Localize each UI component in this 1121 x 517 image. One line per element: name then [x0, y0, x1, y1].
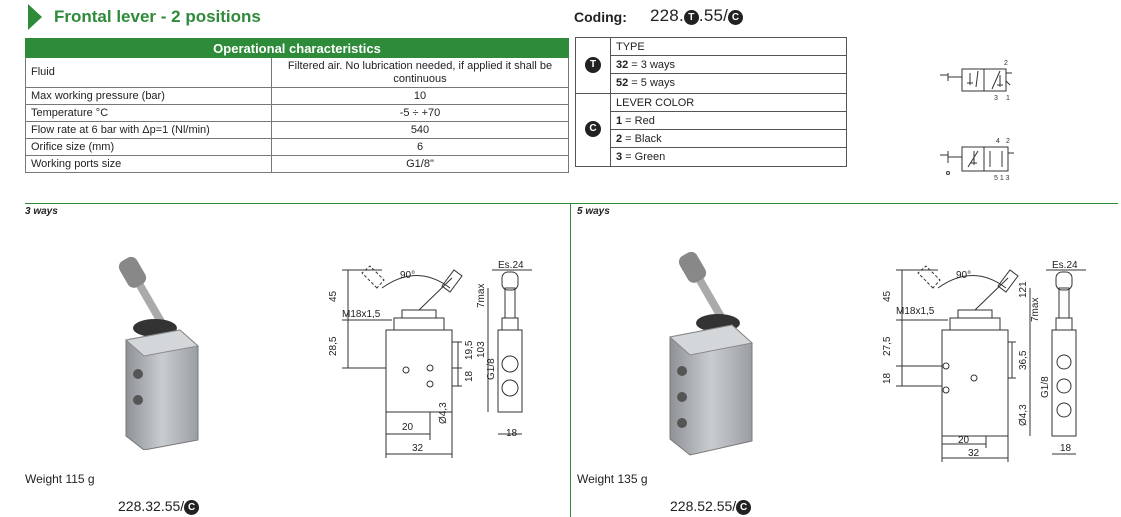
svg-text:36,5: 36,5 — [1018, 350, 1029, 370]
type-code: 32 — [616, 59, 629, 71]
type-symbol-icon: T — [585, 57, 601, 73]
operational-heading: Operational characteristics — [26, 39, 569, 58]
svg-text:Es.24: Es.24 — [498, 260, 524, 271]
coding-prefix: 228. — [650, 6, 684, 25]
svg-text:20: 20 — [958, 435, 970, 446]
section-divider — [25, 203, 1118, 204]
valve-5-way-photo — [660, 245, 770, 460]
type-symbol-icon: T — [684, 10, 699, 25]
svg-text:45: 45 — [328, 290, 339, 302]
svg-text:Ø4,3: Ø4,3 — [438, 402, 449, 424]
page-title: Frontal lever - 2 positions — [54, 7, 261, 26]
svg-text:4: 4 — [996, 138, 1000, 145]
color-symbol-cell — [576, 93, 611, 166]
type-eq: = — [628, 59, 641, 71]
color-symbol-icon: C — [736, 500, 751, 515]
svg-text:32: 32 — [412, 443, 424, 454]
svg-text:20: 20 — [402, 422, 414, 433]
svg-text:M18x1,5: M18x1,5 — [342, 309, 381, 320]
code-3-way — [118, 498, 199, 515]
svg-text:19,5: 19,5 — [464, 340, 475, 360]
operational-table — [25, 38, 569, 173]
color-row-1 — [611, 112, 846, 130]
coding-mid: .55/ — [698, 6, 729, 25]
valve-symbols — [930, 55, 1030, 185]
coding-table — [575, 37, 847, 167]
svg-text:2: 2 — [1004, 60, 1008, 67]
svg-text:32: 32 — [968, 448, 980, 459]
table-row — [26, 122, 569, 139]
table-cell-label: Max working pressure (bar) — [26, 88, 272, 105]
table-cell-value: -5 ÷ +70 — [272, 105, 569, 122]
svg-text:M18x1,5: M18x1,5 — [896, 306, 935, 317]
color-symbol-icon: C — [728, 10, 743, 25]
five-way-symbol-icon — [940, 138, 1014, 182]
svg-text:121: 121 — [1018, 281, 1029, 298]
color-desc: Green — [634, 151, 666, 163]
table-cell-label: Fluid — [26, 58, 272, 88]
table-row — [26, 156, 569, 173]
type-eq: = — [628, 77, 641, 89]
type-row-32 — [611, 56, 846, 74]
code-5-way — [670, 498, 751, 515]
weight-3-way: Weight 115 g — [25, 472, 95, 486]
type-desc: 5 ways — [640, 77, 676, 89]
color-symbol-icon: C — [585, 121, 601, 137]
svg-text:18: 18 — [882, 372, 893, 384]
type-desc: 3 ways — [640, 59, 676, 71]
section-label-3-ways: 3 ways — [25, 206, 58, 217]
svg-text:90°: 90° — [400, 270, 416, 281]
section-divider-vertical — [570, 203, 571, 517]
svg-text:Ø4,3: Ø4,3 — [1018, 404, 1029, 426]
code-prefix: 228.52.55/ — [670, 498, 737, 514]
table-row — [26, 139, 569, 156]
svg-text:2: 2 — [1006, 138, 1010, 145]
svg-text:103: 103 — [476, 341, 487, 358]
color-desc: Red — [634, 115, 655, 127]
color-code: 2 — [616, 133, 623, 145]
color-symbol-icon: C — [184, 500, 199, 515]
color-eq: = — [622, 151, 635, 163]
table-cell-label: Orifice size (mm) — [26, 139, 272, 156]
svg-text:G1/8: G1/8 — [486, 358, 497, 380]
table-cell-value: 6 — [272, 139, 569, 156]
svg-text:Es.24: Es.24 — [1052, 260, 1078, 271]
coding-label: Coding: — [574, 9, 627, 25]
table-cell-value: G1/8" — [272, 156, 569, 173]
section-label-5-ways: 5 ways — [577, 206, 610, 217]
svg-text:5 1 3: 5 1 3 — [994, 175, 1010, 182]
coding-code — [650, 6, 743, 26]
type-code: 52 — [616, 77, 629, 89]
color-row-3 — [611, 148, 846, 166]
color-title: LEVER COLOR — [611, 94, 846, 112]
weight-5-way: Weight 135 g — [577, 472, 648, 486]
color-code: 3 — [616, 151, 623, 163]
svg-text:45: 45 — [882, 290, 893, 302]
drawing-5-way — [876, 258, 1086, 462]
type-symbol-cell — [576, 38, 611, 93]
svg-text:7max: 7max — [1030, 297, 1041, 322]
svg-text:28,5: 28,5 — [328, 336, 339, 356]
type-title: TYPE — [611, 38, 846, 56]
svg-text:90°: 90° — [956, 270, 972, 281]
header-arrow-icon — [28, 4, 42, 30]
table-cell-label: Temperature °C — [26, 105, 272, 122]
svg-text:18: 18 — [464, 370, 475, 382]
table-row — [26, 88, 569, 105]
color-row-2 — [611, 130, 846, 148]
table-row — [26, 58, 569, 88]
color-code: 1 — [616, 115, 623, 127]
table-cell-value: Filtered air. No lubrication needed, if applied it shall be continuous — [272, 58, 569, 88]
table-cell-value: 10 — [272, 88, 569, 105]
table-cell-value: 540 — [272, 122, 569, 139]
color-eq: = — [622, 133, 635, 145]
type-row-52 — [611, 74, 846, 93]
color-desc: Black — [634, 133, 662, 145]
svg-text:27,5: 27,5 — [882, 336, 893, 356]
svg-text:1: 1 — [1006, 95, 1010, 102]
valve-3-way-photo — [110, 250, 220, 450]
svg-text:3: 3 — [994, 95, 998, 102]
table-row — [26, 105, 569, 122]
svg-text:G1/8: G1/8 — [1040, 376, 1051, 398]
code-prefix: 228.32.55/ — [118, 498, 185, 514]
drawing-3-way — [322, 258, 532, 458]
svg-text:18: 18 — [506, 428, 518, 439]
color-eq: = — [622, 115, 635, 127]
svg-text:18: 18 — [1060, 443, 1072, 454]
table-cell-label: Flow rate at 6 bar with Δp=1 (Nl/min) — [26, 122, 272, 139]
table-cell-label: Working ports size — [26, 156, 272, 173]
svg-text:7max: 7max — [476, 283, 487, 308]
three-way-symbol-icon — [940, 60, 1012, 102]
